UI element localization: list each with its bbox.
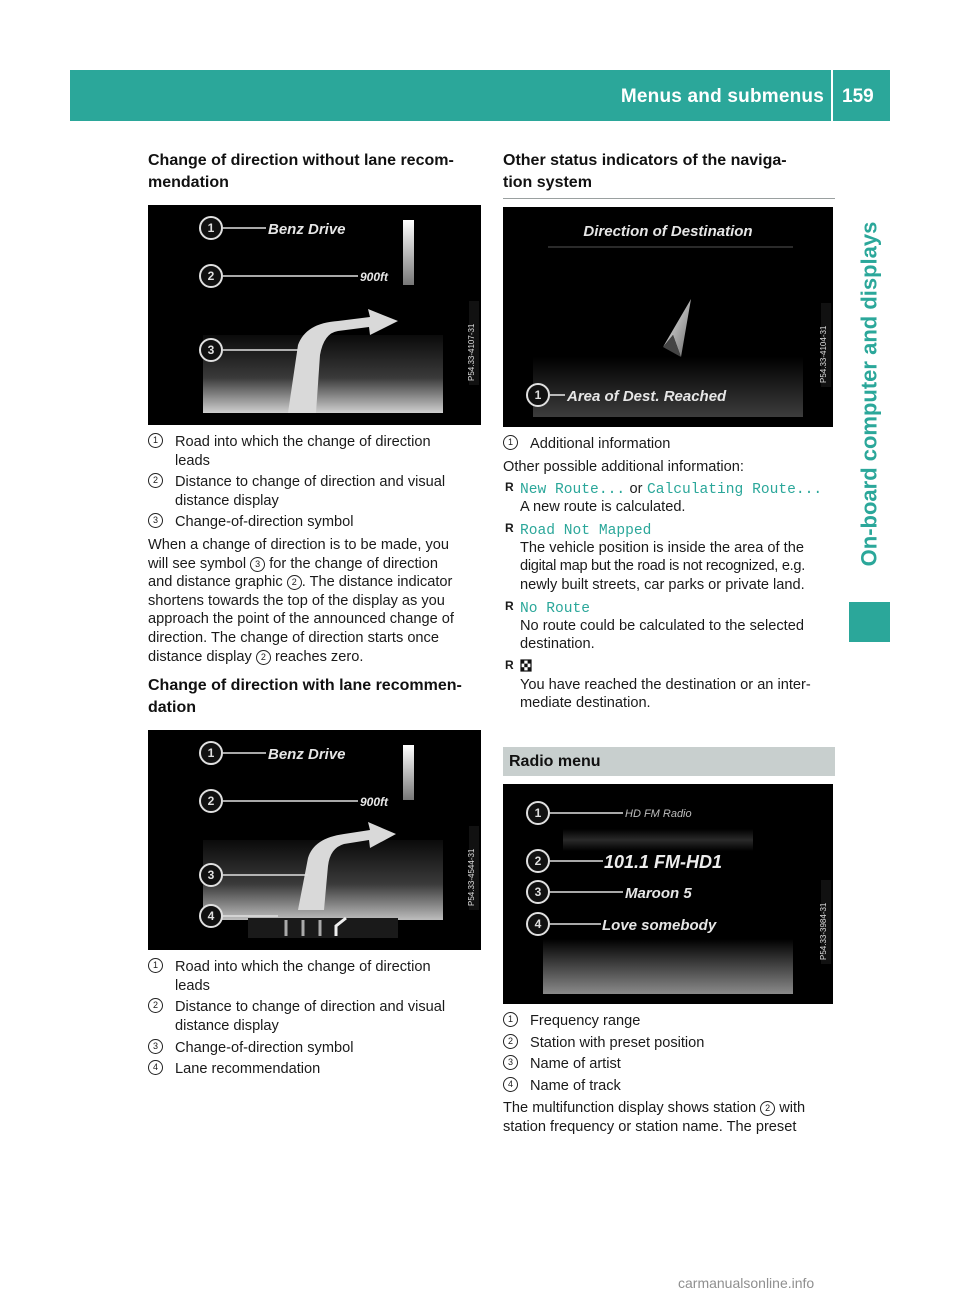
legend-item: 2 Distance to change of direction and visual distance display [148, 473, 481, 510]
marker-1: 1 [207, 221, 215, 235]
nav-display-illustration [148, 205, 481, 425]
callout-number: 4 [148, 1060, 163, 1075]
callout-number: 2 [148, 473, 163, 488]
distance-label: 900ft [360, 270, 389, 284]
destination-display-illustration [503, 207, 833, 427]
chapter-title: Menus and submenus [620, 86, 824, 107]
legend-item: 3 Change-of-direction symbol [148, 1039, 481, 1058]
figure-radio [503, 784, 833, 1004]
callout-number: 3 [503, 1055, 518, 1070]
station-label: 101.1 FM-HD1 [604, 851, 723, 872]
radio-paragraph: The multifunction display shows station 2 with station frequency or station name. The preset [503, 1100, 806, 1135]
frequency-range-label: HD FM Radio [625, 807, 692, 820]
legend-item: 2 Station with preset position [503, 1034, 835, 1053]
legend-item: 1 Frequency range [503, 1012, 835, 1031]
callout-number: 3 [148, 1039, 163, 1054]
intro-text: Other possible additional information: [503, 458, 744, 475]
distance-label: 900ft [360, 795, 389, 810]
bullet-road-not-mapped: R Road Not Mapped The vehicle position is inside the area of the digital map but the road is not recognized, e.g. newly built streets, car parks or private land. [505, 520, 805, 593]
callout-number: 3 [148, 513, 163, 528]
callout-number: 2 [148, 998, 163, 1013]
artist-label: Maroon 5 [625, 884, 692, 902]
section-title-lane: Change of direction with lane recommen- dation [148, 677, 462, 717]
marker-2: 2 [207, 794, 215, 809]
figure-ref-code: P54.33-4544-31 [467, 848, 476, 907]
callout-number: 1 [148, 958, 163, 973]
callout-number: 1 [148, 433, 163, 448]
marker-3: 3 [207, 868, 215, 883]
legend-item: 3 Change-of-direction symbol [148, 513, 481, 532]
marker-1: 1 [207, 746, 215, 761]
callout-number: 1 [503, 1012, 518, 1027]
legend-radio [503, 1012, 835, 1095]
marker-1: 1 [534, 388, 542, 402]
destination-status-label: Area of Dest. Reached [567, 388, 727, 405]
marker-4: 4 [207, 909, 215, 924]
legend-item: 2 Distance to change of direction and visual distance display [148, 998, 481, 1035]
side-marker [849, 602, 890, 642]
radio-display-illustration [503, 784, 833, 1004]
figure-ref-code: P54.33-3984-31 [819, 902, 828, 960]
marker-2: 2 [207, 269, 215, 283]
explanation-paragraph: When a change of direction is to be made, you will see symbol 3 for the change of direction and distance graphic 2 . The distance indicator shortens towards the top of the display as you approach the point of the announced change of direction. The change of direction starts once distance display 2 reaches zero. [148, 536, 454, 665]
marker-1: 1 [534, 805, 542, 820]
bullet-destination-reached: R You have reached the destination or an inter- mediate destination. [505, 657, 811, 712]
legend-item: 4 Name of track [503, 1077, 835, 1096]
watermark: carmanualsonline.info [678, 1275, 815, 1291]
right-column [503, 150, 835, 1137]
figure-ref-code: P54.33-4107-31 [467, 323, 476, 381]
legend-item: 1 Road into which the change of direction leads [148, 958, 481, 995]
track-label: Love somebody [602, 916, 717, 934]
figure-direction-lane [148, 730, 481, 950]
legend-item: 1 Additional information [503, 435, 835, 454]
header-divider [831, 70, 833, 121]
legend-no-lane [148, 433, 481, 532]
left-column [148, 150, 481, 1082]
road-name-label: Benz Drive [268, 221, 346, 238]
bullet-no-route: R No Route No route could be calculated to the selected destination. [505, 598, 804, 653]
legend-lane [148, 958, 481, 1079]
marker-4: 4 [534, 916, 542, 931]
destination-title: Direction of Destination [583, 223, 753, 240]
callout-number: 1 [503, 435, 518, 450]
callout-number: 4 [503, 1077, 518, 1092]
side-chapter-label: On-board computer and displays [856, 221, 881, 566]
marker-3: 3 [207, 343, 215, 357]
figure-direction-no-lane [148, 205, 481, 425]
nav-display-illustration [148, 730, 481, 950]
section-title-no-lane: Change of direction without lane recom- mendation [148, 152, 454, 191]
destination-flag-icon [520, 659, 532, 672]
legend-item: 4 Lane recommendation [148, 1060, 481, 1079]
legend-destination [503, 435, 835, 454]
radio-menu-heading: Radio menu [503, 747, 835, 776]
callout-number: 2 [503, 1034, 518, 1049]
marker-2: 2 [534, 853, 542, 868]
marker-3: 3 [534, 884, 542, 899]
page-number: 159 [842, 86, 874, 107]
bullet-new-route: R New Route... or Calculating Route... A new route is calculated. [505, 480, 823, 516]
side-chapter-tab [848, 194, 890, 593]
legend-item: 3 Name of artist [503, 1055, 835, 1074]
road-name-label: Benz Drive [268, 746, 346, 764]
legend-item: 1 Road into which the change of direction leads [148, 433, 481, 470]
figure-destination [503, 207, 833, 427]
figure-ref-code: P54.33-4104-31 [819, 325, 828, 383]
section-title-status: Other status indicators of the naviga- tion system [503, 150, 835, 199]
